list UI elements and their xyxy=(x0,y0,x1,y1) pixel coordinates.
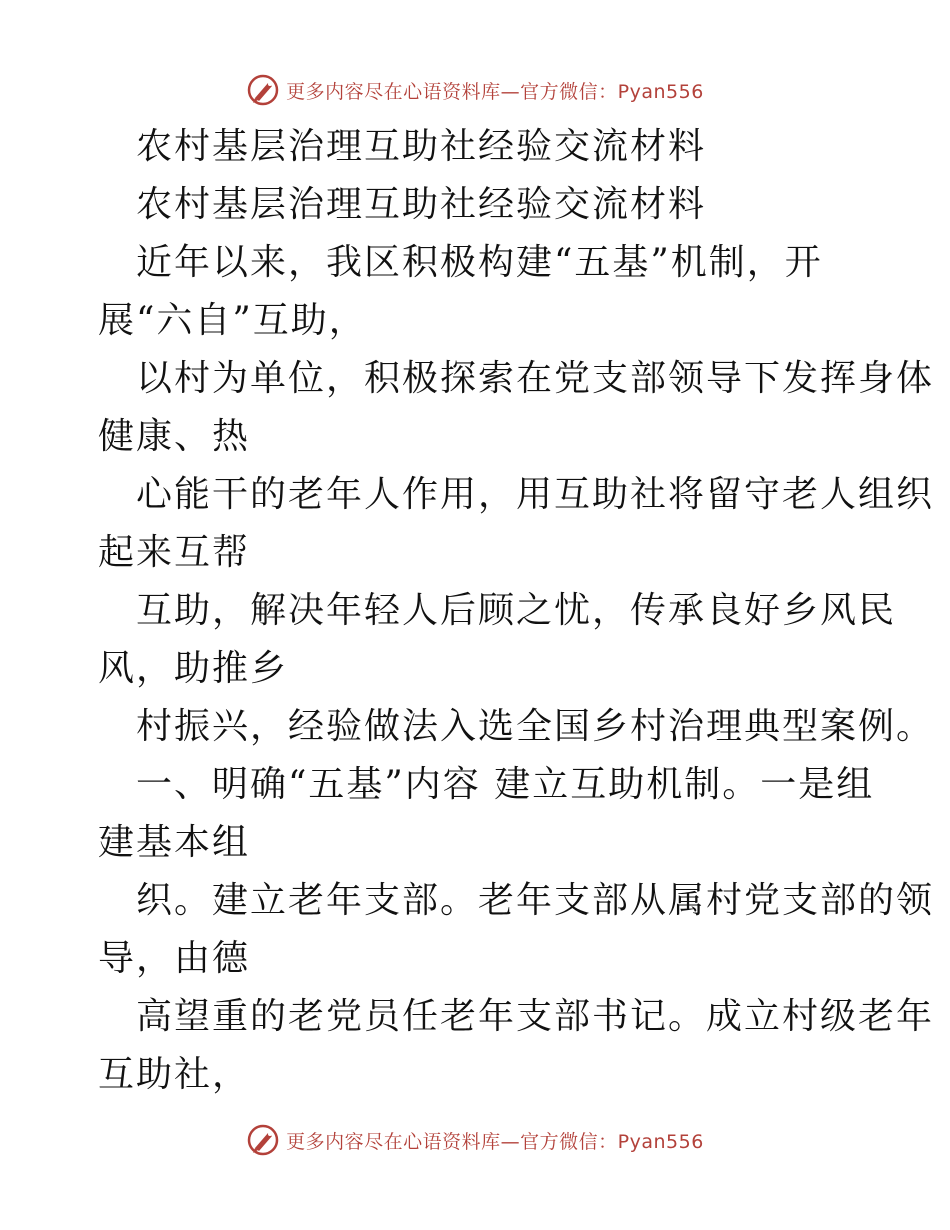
paragraph-line: 织。建立老年支部。老年支部从属村党支部的领 xyxy=(136,880,935,921)
paragraph-line: 村振兴，经验做法入选全国乡村治理典型案例。 xyxy=(136,706,935,747)
doc-subtitle: 农村基层治理互助社经验交流材料 xyxy=(136,184,707,225)
header-banner xyxy=(0,70,950,110)
footer-banner-text: 更多内容尽在心语资料库—官方微信：Pyan556 xyxy=(286,1130,704,1153)
paragraph-line: 互助，解决年轻人后顾之忧，传承良好乡风民 xyxy=(136,590,897,631)
paragraph-line: 互助社， xyxy=(98,1054,251,1095)
paragraph-line: 高望重的老党员任老年支部书记。成立村级老年 xyxy=(136,996,935,1037)
doc-title: 农村基层治理互助社经验交流材料 xyxy=(136,126,707,167)
document-body xyxy=(98,118,935,1104)
section-heading-line: 一、明确“五基”内容 建立互助机制。一是组 xyxy=(136,764,875,805)
paragraph-line: 建基本组 xyxy=(98,822,251,863)
paragraph-line: 近年以来，我区积极构建“五基”机制，开 xyxy=(136,242,823,283)
paragraph-line: 起来互帮 xyxy=(98,532,251,573)
pen-quill-logo-icon xyxy=(246,73,280,107)
paragraph-line: 导，由德 xyxy=(98,938,251,979)
footer-banner xyxy=(0,1120,950,1160)
paragraph-line: 展“六自”互助， xyxy=(98,300,367,341)
paragraph-line: 风，助推乡 xyxy=(98,648,289,689)
paragraph-line: 心能干的老年人作用，用互助社将留守老人组织 xyxy=(136,474,935,515)
paragraph-line: 以村为单位，积极探索在党支部领导下发挥身体 xyxy=(136,358,935,399)
pen-quill-logo-icon xyxy=(246,1123,280,1157)
header-banner-text: 更多内容尽在心语资料库—官方微信：Pyan556 xyxy=(286,80,704,103)
paragraph-line: 健康、热 xyxy=(98,416,251,457)
